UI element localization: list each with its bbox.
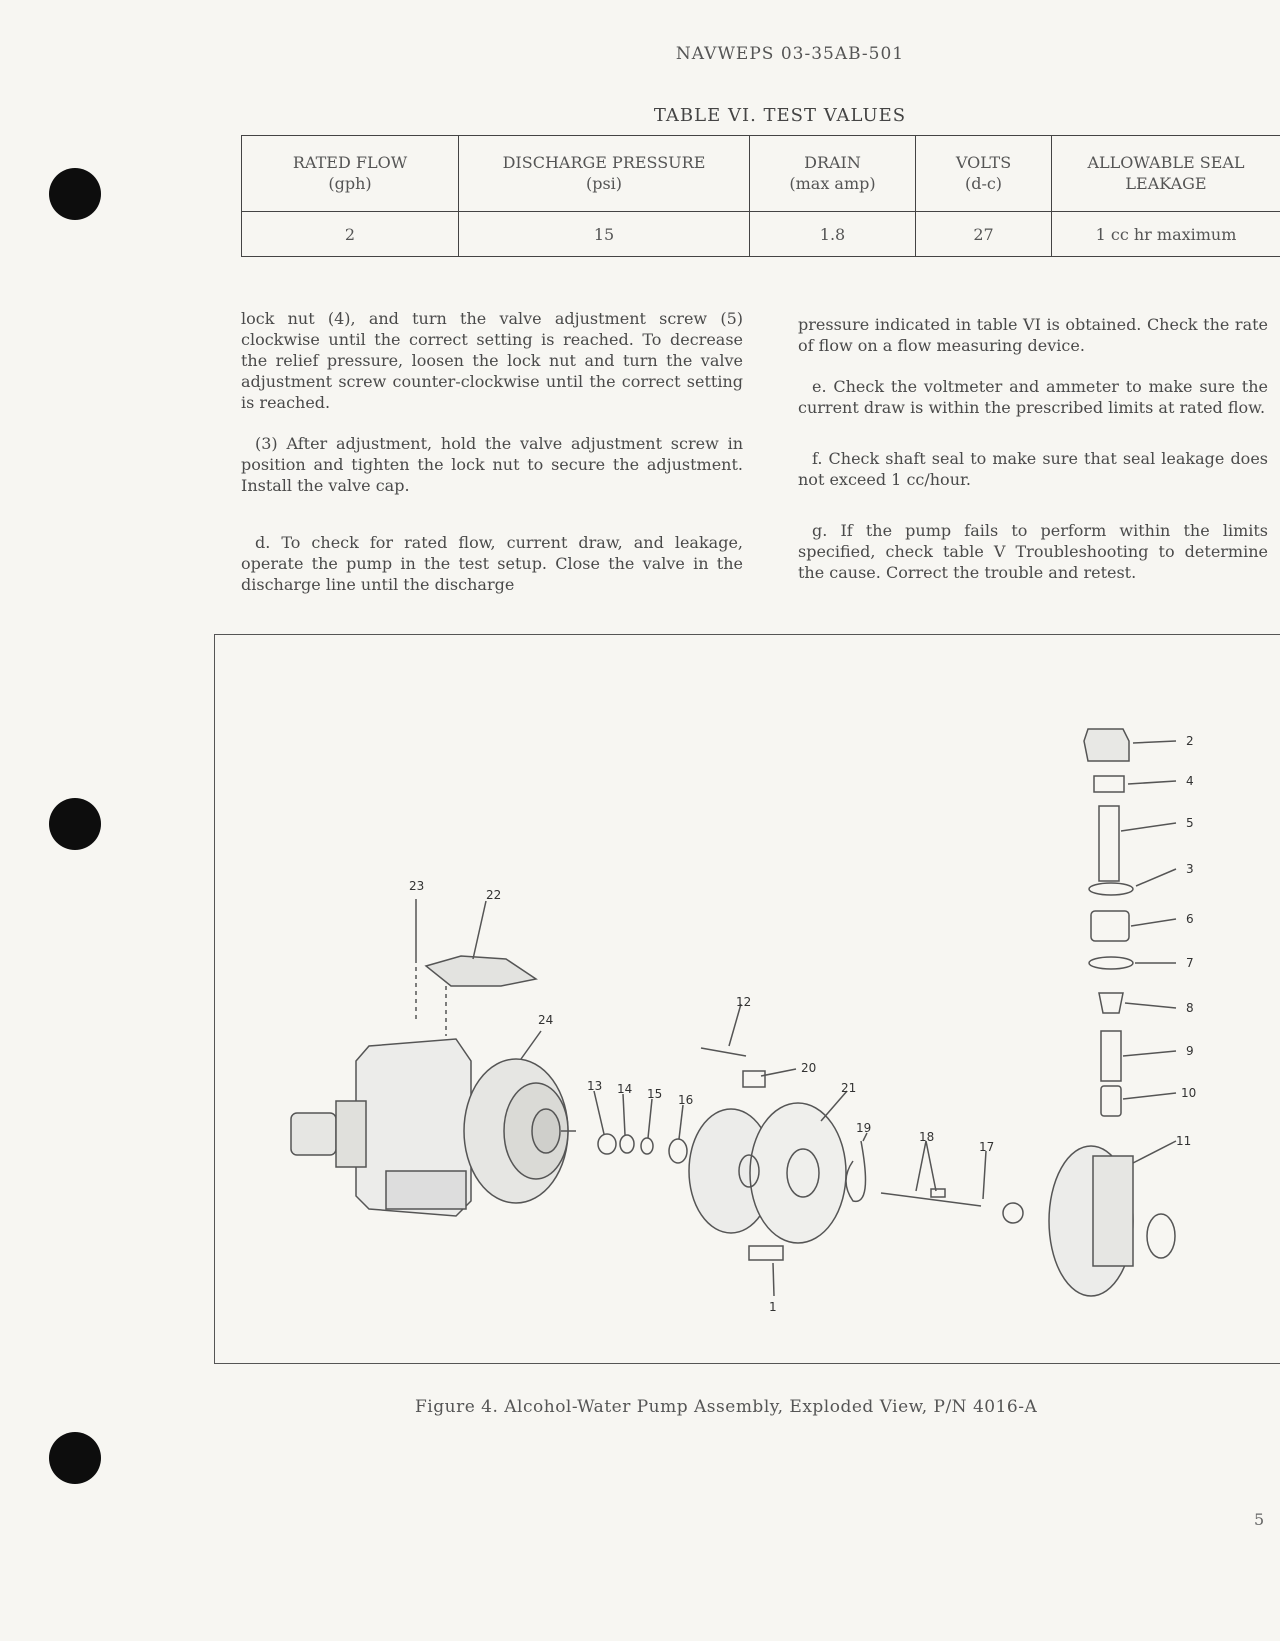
right-text-column — [798, 314, 1268, 603]
col-header-drain: DRAIN (max amp) — [750, 136, 916, 212]
callout-13: 13 — [587, 1079, 603, 1093]
callout-17: 17 — [979, 1140, 995, 1154]
callout-23: 23 — [409, 879, 425, 893]
paragraph: f. Check shaft seal to make sure that seal leakage does not exceed 1 cc/hour. — [798, 449, 1268, 489]
callout-22: 22 — [486, 888, 502, 902]
callout-4: 4 — [1186, 774, 1194, 788]
table-header-row — [242, 136, 1280, 212]
col-header-discharge-pressure: DISCHARGE PRESSURE (psi) — [459, 136, 750, 212]
callout-20: 20 — [801, 1061, 817, 1075]
col-header-seal-leakage: ALLOWABLE SEAL LEAKAGE — [1052, 136, 1280, 212]
left-text-column — [241, 308, 743, 615]
cell-discharge-pressure: 15 — [459, 212, 750, 257]
callout-18: 18 — [919, 1130, 935, 1144]
cell-rated-flow: 2 — [242, 212, 459, 257]
col-header-volts: VOLTS (d-c) — [916, 136, 1052, 212]
callout-11: 11 — [1176, 1134, 1192, 1148]
cell-drain: 1.8 — [750, 212, 916, 257]
callout-19: 19 — [856, 1121, 872, 1135]
callout-24: 24 — [538, 1013, 554, 1027]
paragraph: (3) After adjustment, hold the valve adjustment screw in position and tighten the lock nut to secure the adjustment. Install the valve cap. — [241, 434, 743, 495]
callout-8: 8 — [1186, 1001, 1194, 1015]
cell-seal-leakage: 1 cc hr maximum — [1052, 212, 1280, 257]
cell-volts: 27 — [916, 212, 1052, 257]
callout-21: 21 — [841, 1081, 857, 1095]
table-row — [242, 212, 1280, 257]
col-header-rated-flow: RATED FLOW (gph) — [242, 136, 459, 212]
exploded-view-drawing — [215, 635, 1280, 1361]
figure-frame — [214, 634, 1280, 1364]
callout-12: 12 — [736, 995, 752, 1009]
binder-hole-middle — [49, 798, 101, 850]
paragraph: pressure indicated in table VI is obtained. Check the rate of flow on a flow measuring device. — [798, 315, 1268, 355]
figure-caption: Figure 4. Alcohol-Water Pump Assembly, Exploded View, P/N 4016-A — [415, 1397, 1038, 1417]
binder-hole-bottom — [49, 1432, 101, 1484]
callout-5: 5 — [1186, 816, 1194, 830]
binder-hole-top — [49, 168, 101, 220]
document-header: NAVWEPS 03-35AB-501 — [675, 44, 905, 64]
callout-16: 16 — [678, 1093, 694, 1107]
callout-3: 3 — [1186, 862, 1194, 876]
callout-7: 7 — [1186, 956, 1194, 970]
callout-6: 6 — [1186, 912, 1194, 926]
callout-2: 2 — [1186, 734, 1194, 748]
paragraph: g. If the pump fails to perform within the limits specified, check table V Troubleshooting to determine the cause. Correct the trouble and retest. — [798, 521, 1268, 582]
test-values-table — [241, 135, 1280, 257]
callout-1: 1 — [769, 1300, 777, 1314]
page-number: 5 — [1254, 1510, 1265, 1529]
table-title: TABLE VI. TEST VALUES — [653, 105, 907, 126]
callout-14: 14 — [617, 1082, 633, 1096]
callout-15: 15 — [647, 1087, 663, 1101]
callout-9: 9 — [1186, 1044, 1194, 1058]
callout-10: 10 — [1181, 1086, 1197, 1100]
paragraph: lock nut (4), and turn the valve adjustment screw (5) clockwise until the correct setting is reached. To decrease the relief pressure, loosen the lock nut and turn the valve adjustment screw counter-clockwise until the correct setting is reached. — [241, 309, 743, 412]
paragraph: d. To check for rated flow, current draw, and leakage, operate the pump in the test setup. Close the valve in the discharge line until the discharge — [241, 533, 743, 594]
paragraph: e. Check the voltmeter and ammeter to make sure the current draw is within the prescribed limits at rated flow. — [798, 377, 1268, 417]
